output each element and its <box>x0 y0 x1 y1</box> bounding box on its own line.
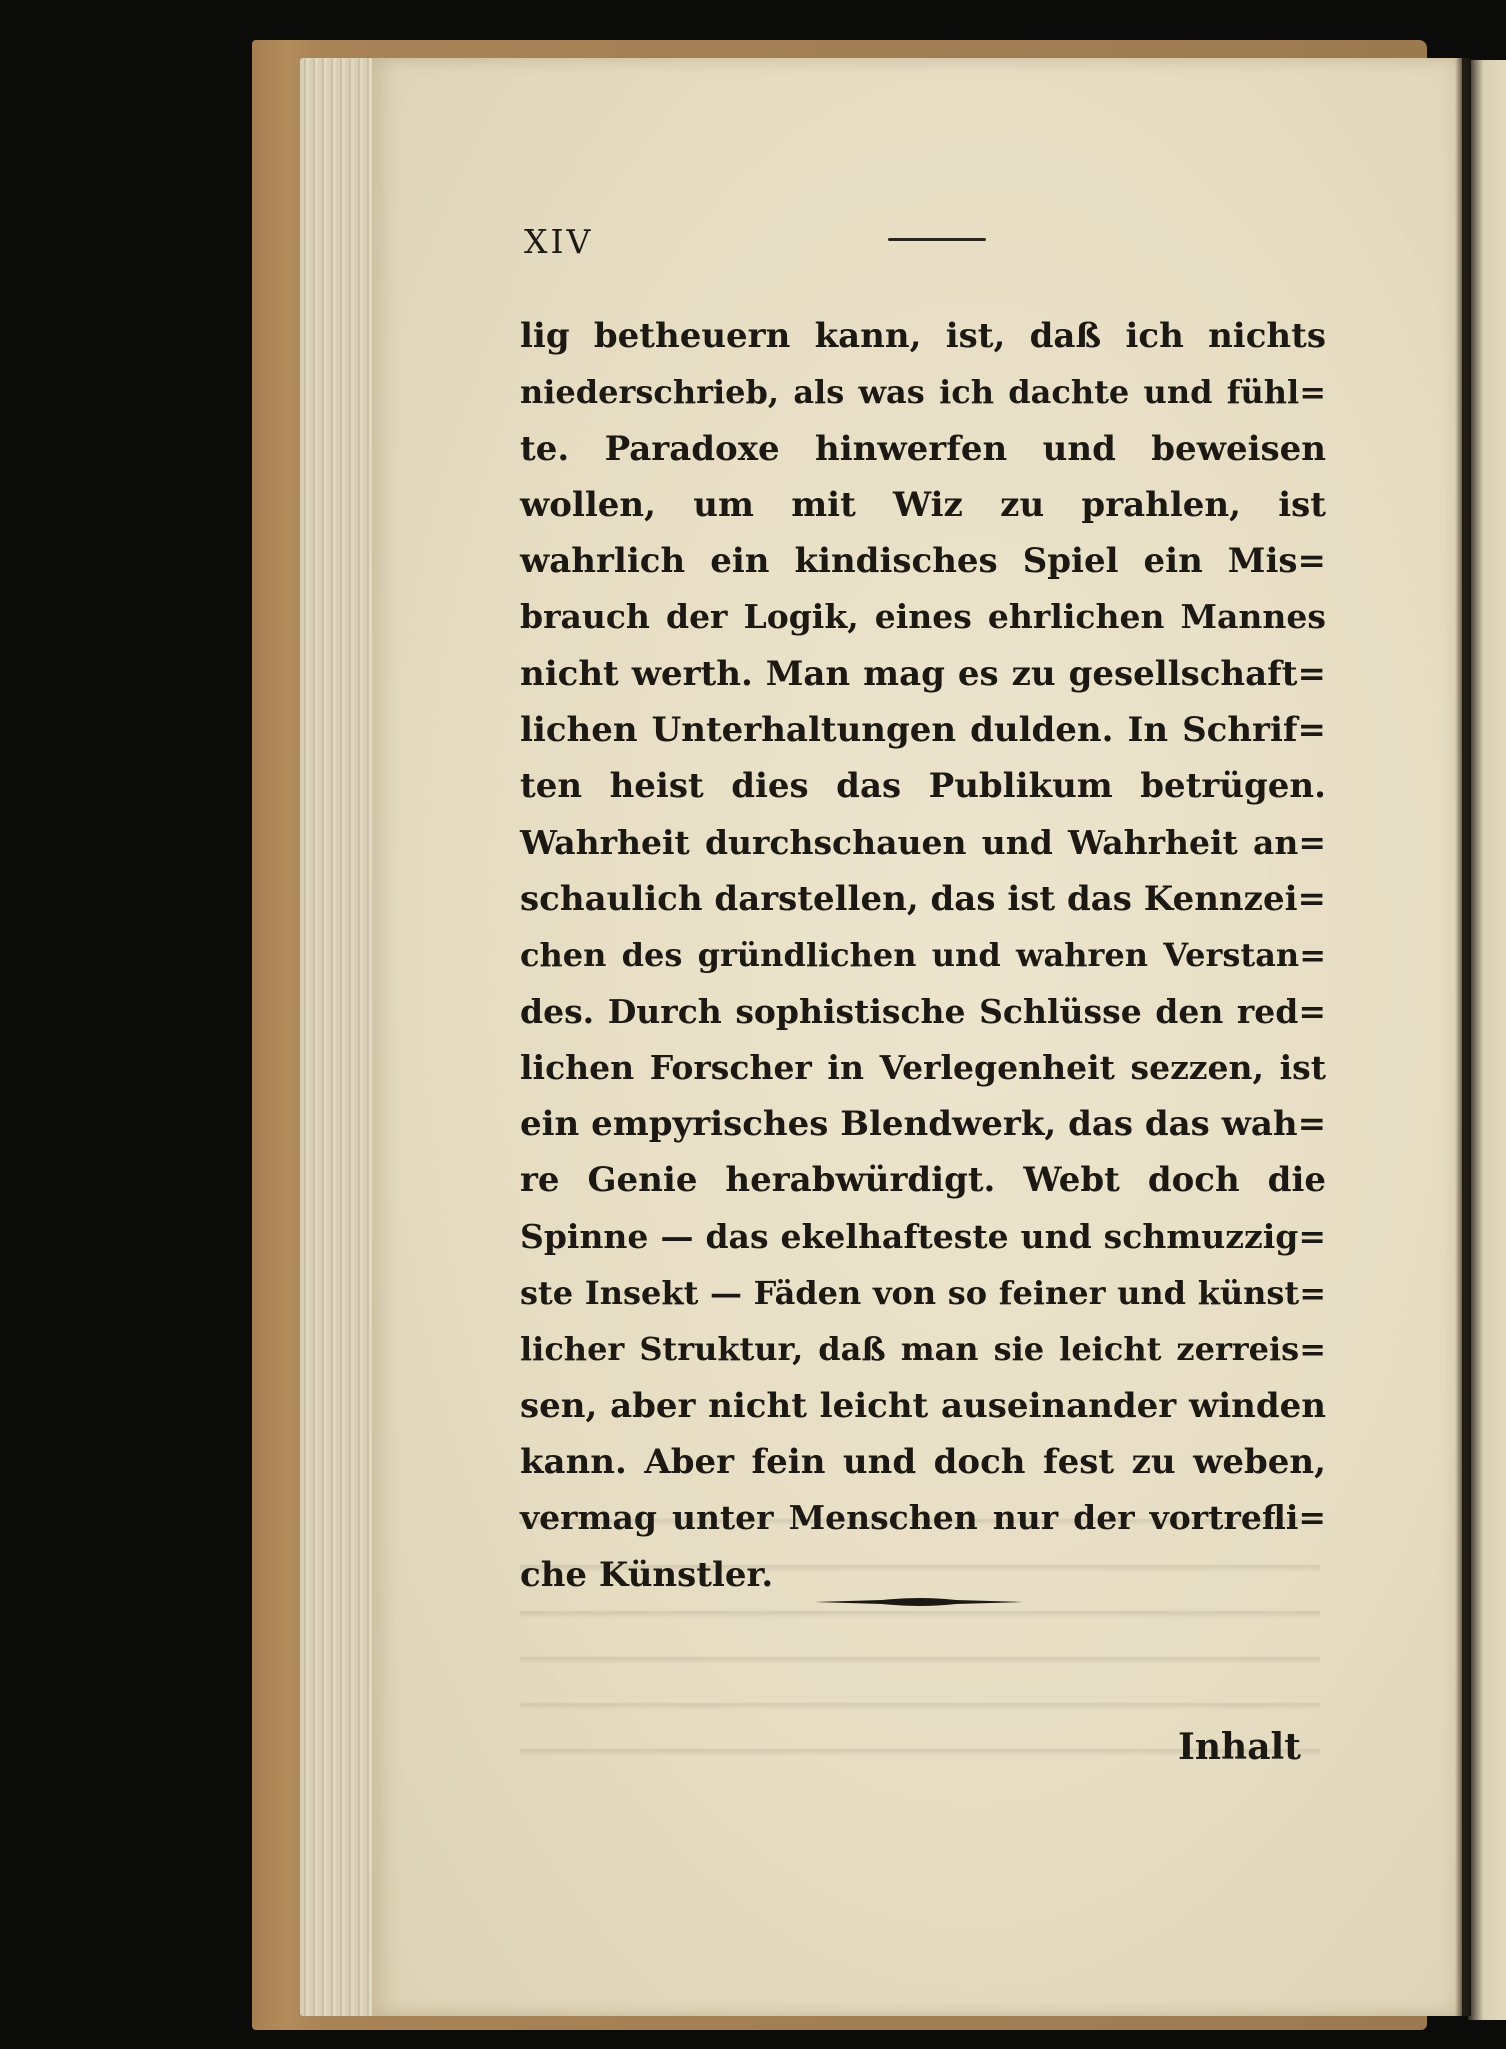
text-line: brauch der Logik, eines ehrlichen Mannes <box>520 597 1326 637</box>
text-line: kann. Aber fein und doch fest zu weben, <box>520 1441 1326 1482</box>
text-line: Wahrheit durchschauen und Wahrheit an= <box>520 822 1326 862</box>
text-line: re Genie herabwürdigt. Webt doch die <box>520 1160 1326 1201</box>
tail-ornament <box>812 1595 1026 1609</box>
text-line: chen des gründlichen und wahren Verstan= <box>520 936 1326 975</box>
text-line: licher Struktur, daß man sie leicht zerreis= <box>520 1330 1326 1369</box>
text-line: vermag unter Menschen nur der vortrefli= <box>520 1498 1326 1538</box>
text-line: schaulich darstellen, das ist das Kennzei= <box>520 878 1326 919</box>
body-text <box>520 308 1326 1603</box>
page-number: XIV <box>524 222 594 261</box>
facing-page-edge <box>1468 60 1506 2020</box>
text-line: wollen, um mit Wiz zu prahlen, ist <box>520 484 1326 525</box>
text-line: lichen Unterhaltungen dulden. In Schrif= <box>520 710 1326 751</box>
page-edges <box>300 58 380 2016</box>
text-line: lichen Forscher in Verlegenheit sezzen, ist <box>520 1047 1326 1087</box>
page-gutter <box>1455 58 1471 2016</box>
text-line: sen, aber nicht leicht auseinander winden <box>520 1385 1326 1426</box>
text-line: che Künstler. <box>520 1554 774 1595</box>
header-rule <box>888 238 986 241</box>
text-line: te. Paradoxe hinwerfen und beweisen <box>520 428 1326 469</box>
text-line: ten heist dies das Publikum betrügen. <box>520 766 1326 807</box>
text-line: lig betheuern kann, ist, daß ich nichts <box>520 316 1326 356</box>
catchword: Inhalt <box>1178 1726 1301 1768</box>
text-line: ein empyrisches Blendwerk, das das wah= <box>520 1104 1327 1145</box>
text-line: ste Insekt — Fäden von so feiner und künst= <box>520 1274 1326 1313</box>
text-line: Spinne — das ekelhafteste und schmuzzig= <box>520 1216 1326 1256</box>
text-line: niederschrieb, als was ich dachte und fühl= <box>520 373 1326 412</box>
text-line: nicht werth. Man mag es zu gesellschaft= <box>520 653 1326 694</box>
text-line: wahrlich ein kindisches Spiel ein Mis= <box>520 541 1326 582</box>
text-line: des. Durch sophistische Schlüsse den red= <box>520 991 1326 1031</box>
